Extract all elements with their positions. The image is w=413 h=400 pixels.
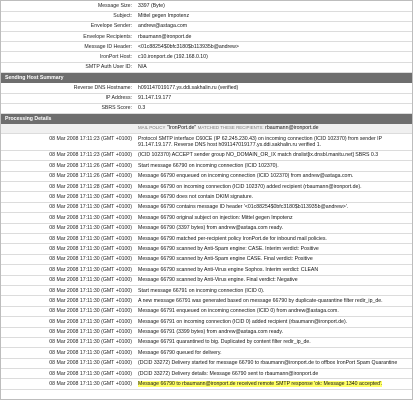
summary-row bbox=[1, 32, 412, 42]
event-message-text: Protocol SMTP interface C60CE (IP 62.245.230.43) on incoming connection (ICID 102370) from sender IP 91.147.19.177. Reverse DNS host h091147019177.ys.ddi.sakhalin.ru verified 1. bbox=[138, 135, 382, 149]
field-label: Reverse DNS Hostname: bbox=[1, 83, 135, 93]
event-timestamp: 08 Mar 2008 17:11:30 (GMT +0100) bbox=[1, 192, 135, 202]
processing-row bbox=[1, 317, 412, 327]
processing-row bbox=[1, 223, 412, 233]
event-timestamp: 08 Mar 2008 17:11:30 (GMT +0100) bbox=[1, 358, 135, 368]
summary-row bbox=[1, 52, 412, 62]
field-value: <01c88254$0bfc3180$b113935b@andrew> bbox=[135, 42, 412, 52]
policy-cell bbox=[135, 124, 412, 134]
event-message-text: Message 66790 original subject on injection: Mittel gegen Impotenz bbox=[138, 214, 293, 221]
event-message bbox=[135, 182, 412, 192]
event-timestamp: 08 Mar 2008 17:11:30 (GMT +0100) bbox=[1, 306, 135, 316]
event-message bbox=[135, 244, 412, 254]
event-timestamp: 08 Mar 2008 17:11:30 (GMT +0100) bbox=[1, 213, 135, 223]
summary-row bbox=[1, 11, 412, 21]
summary-row bbox=[1, 21, 412, 31]
event-timestamp: 08 Mar 2008 17:11:23 (GMT +0100) bbox=[1, 134, 135, 151]
event-timestamp: 08 Mar 2008 17:11:30 (GMT +0100) bbox=[1, 223, 135, 233]
processing-row bbox=[1, 244, 412, 254]
matched-recipients-tag: MATCHED THESE RECIPIENTS: bbox=[197, 125, 264, 131]
processing-row bbox=[1, 358, 412, 368]
event-timestamp: 08 Mar 2008 17:11:30 (GMT +0100) bbox=[1, 233, 135, 243]
event-message bbox=[135, 348, 412, 358]
event-message-text: Message 66790 scanned by Anti-Spam engine CASE. Final verdict: Positive bbox=[138, 256, 313, 263]
event-message bbox=[135, 202, 412, 212]
processing-row bbox=[1, 265, 412, 275]
event-timestamp: 08 Mar 2008 17:11:30 (GMT +0100) bbox=[1, 337, 135, 347]
event-message bbox=[135, 275, 412, 285]
event-message bbox=[135, 265, 412, 275]
event-message-text: A new message 66791 was generated based on message 66790 by duplicate-quarantine filter redir_ip_de. bbox=[138, 297, 383, 304]
field-label: Message Size: bbox=[1, 1, 135, 11]
field-value: rbaumann@ironport.de bbox=[135, 32, 412, 42]
processing-details-header: Processing Details bbox=[1, 114, 412, 124]
processing-row bbox=[1, 202, 412, 212]
mail-policy-tag: MAIL POLICY bbox=[138, 125, 166, 131]
policy-time-cell bbox=[1, 124, 135, 134]
event-timestamp: 08 Mar 2008 17:11:30 (GMT +0100) bbox=[1, 265, 135, 275]
event-timestamp: 08 Mar 2008 17:11:30 (GMT +0100) bbox=[1, 317, 135, 327]
field-label: Subject: bbox=[1, 11, 135, 21]
processing-row bbox=[1, 379, 412, 389]
event-message bbox=[135, 134, 412, 151]
processing-row bbox=[1, 306, 412, 316]
event-timestamp: 08 Mar 2008 17:11:30 (GMT +0100) bbox=[1, 285, 135, 295]
event-message bbox=[135, 161, 412, 171]
field-value: 0.3 bbox=[135, 103, 412, 113]
event-message-text: Message 66790 queued for delivery. bbox=[138, 349, 222, 356]
event-message-text: (DCID 33272) Delivery details: Message 66790 sent to rbaumann@ironport.de bbox=[138, 370, 319, 377]
event-message-text: Message 66790 enqueued on incoming connection (ICID 102370) from andrew@astaga.com. bbox=[138, 173, 354, 180]
processing-row bbox=[1, 182, 412, 192]
sending-host-row bbox=[1, 83, 412, 93]
event-message bbox=[135, 369, 412, 379]
processing-row bbox=[1, 213, 412, 223]
field-label: Message ID Header: bbox=[1, 42, 135, 52]
event-message-text: Message 66790 contains message ID header '<01c88254$0bfc3180$b113935b@andrew>'. bbox=[138, 204, 349, 211]
field-label: Envelope Recipients: bbox=[1, 32, 135, 42]
event-message bbox=[135, 254, 412, 264]
event-message-text: Message 66790 to rbaumann@ironport.de received remote SMTP response 'ok: Message 1340 accepted'. bbox=[138, 381, 383, 388]
event-message-text: Message 66790 (3397 bytes) from andrew@astaga.com ready. bbox=[138, 225, 284, 232]
event-message-text: Message 66790 scanned by Anti-Virus engine Sophos. Interim verdict: CLEAN bbox=[138, 266, 319, 273]
field-value: N/A bbox=[135, 62, 412, 72]
event-message bbox=[135, 296, 412, 306]
event-message-text: Message 66791 (3399 bytes) from andrew@astaga.com ready. bbox=[138, 329, 284, 336]
event-message bbox=[135, 171, 412, 181]
processing-row bbox=[1, 134, 412, 151]
event-timestamp: 08 Mar 2008 17:11:30 (GMT +0100) bbox=[1, 254, 135, 264]
processing-row bbox=[1, 285, 412, 295]
mail-policy-name: "IronPort.de" bbox=[166, 125, 197, 132]
event-timestamp: 08 Mar 2008 17:11:26 (GMT +0100) bbox=[1, 161, 135, 171]
field-label: Envelope Sender: bbox=[1, 21, 135, 31]
field-label: IronPort Host: bbox=[1, 52, 135, 62]
processing-row bbox=[1, 369, 412, 379]
event-message bbox=[135, 306, 412, 316]
sending-host-table bbox=[1, 83, 412, 114]
event-message bbox=[135, 150, 412, 160]
processing-row bbox=[1, 296, 412, 306]
event-message-text: Message 66790 scanned by Anti-Spam engine: CASE. Interim verdict: Positive bbox=[138, 245, 319, 252]
processing-row bbox=[1, 254, 412, 264]
event-message bbox=[135, 358, 412, 368]
processing-row bbox=[1, 150, 412, 160]
field-value: Mittel gegen Impotenz bbox=[135, 11, 412, 21]
event-timestamp: 08 Mar 2008 17:11:30 (GMT +0100) bbox=[1, 202, 135, 212]
event-message bbox=[135, 192, 412, 202]
mail-policy-row bbox=[1, 124, 412, 134]
sending-host-row bbox=[1, 103, 412, 113]
event-timestamp: 08 Mar 2008 17:11:30 (GMT +0100) bbox=[1, 296, 135, 306]
field-value: 3397 (Byte) bbox=[135, 1, 412, 11]
field-label: SBRS Score: bbox=[1, 103, 135, 113]
event-message-text: Message 66791 quarantined to big. Duplicated by content filter redir_ip_de. bbox=[138, 339, 311, 346]
event-message-text: Message 66790 on incoming connection (ICID 102370) added recipient (rbaumann@ironport.de). bbox=[138, 183, 362, 190]
event-message bbox=[135, 285, 412, 295]
summary-row bbox=[1, 42, 412, 52]
event-timestamp: 08 Mar 2008 17:11:26 (GMT +0100) bbox=[1, 171, 135, 181]
event-message bbox=[135, 317, 412, 327]
event-message-text: (ICID 102370) ACCEPT sender group NO_DOMAIN_OR_IX match dnslist[ix.dnsbl.manitu.net] SBRS 0.3 bbox=[138, 152, 379, 159]
event-message bbox=[135, 233, 412, 243]
event-message-text: Message 66790 does not contain DKIM signature. bbox=[138, 194, 254, 201]
sending-host-summary-header: Sending Host Summary bbox=[1, 73, 412, 83]
event-timestamp: 08 Mar 2008 17:11:28 (GMT +0100) bbox=[1, 182, 135, 192]
processing-row bbox=[1, 327, 412, 337]
processing-row bbox=[1, 348, 412, 358]
summary-row bbox=[1, 1, 412, 11]
event-message-text: Message 66790 scanned by Anti-Virus engine. Final verdict: Negative bbox=[138, 277, 298, 284]
event-timestamp: 08 Mar 2008 17:11:23 (GMT +0100) bbox=[1, 150, 135, 160]
event-message bbox=[135, 223, 412, 233]
processing-details-table bbox=[1, 124, 412, 390]
event-timestamp: 08 Mar 2008 17:11:30 (GMT +0100) bbox=[1, 244, 135, 254]
field-label: IP Address: bbox=[1, 93, 135, 103]
event-message bbox=[135, 337, 412, 347]
event-message-text: Message 66790 matched per-recipient policy IronPort.de for inbound mail policies. bbox=[138, 235, 327, 242]
event-message-text: Message 66791 enqueued on incoming connection (ICID 0) from andrew@astaga.com. bbox=[138, 308, 339, 315]
processing-row bbox=[1, 233, 412, 243]
event-message-text: Start message 66791 on incoming connection (ICID 0). bbox=[138, 287, 265, 294]
field-value: 91.147.19.177 bbox=[135, 93, 412, 103]
event-message-text: Start message 66790 on incoming connection (ICID 102370). bbox=[138, 162, 279, 169]
field-value: andrew@astaga.com bbox=[135, 21, 412, 31]
event-timestamp: 08 Mar 2008 17:11:30 (GMT +0100) bbox=[1, 327, 135, 337]
processing-row bbox=[1, 161, 412, 171]
event-message-text: Message 66791 on incoming connection (ICID 0) added recipient (rbaumann@ironport.de). bbox=[138, 318, 348, 325]
processing-row bbox=[1, 171, 412, 181]
event-timestamp: 08 Mar 2008 17:11:30 (GMT +0100) bbox=[1, 348, 135, 358]
processing-row bbox=[1, 337, 412, 347]
event-message bbox=[135, 379, 412, 389]
summary-row bbox=[1, 62, 412, 72]
event-message bbox=[135, 327, 412, 337]
field-value: h091147019177.ys.ddi.sakhalin.ru (verified) bbox=[135, 83, 412, 93]
field-label: SMTP Auth User ID: bbox=[1, 62, 135, 72]
processing-row bbox=[1, 275, 412, 285]
event-message bbox=[135, 213, 412, 223]
event-timestamp: 08 Mar 2008 17:11:30 (GMT +0100) bbox=[1, 275, 135, 285]
event-message-text: (DCID 33272) Delivery started for message 66790 to rbaumann@ironport.de to offbox IronPort Spam Quarantine bbox=[138, 360, 398, 367]
event-timestamp: 08 Mar 2008 17:11:30 (GMT +0100) bbox=[1, 379, 135, 389]
event-timestamp: 08 Mar 2008 17:11:30 (GMT +0100) bbox=[1, 369, 135, 379]
sending-host-row bbox=[1, 93, 412, 103]
message-summary-table bbox=[1, 1, 412, 73]
processing-row bbox=[1, 192, 412, 202]
matched-recipients: rbaumann@ironport.de bbox=[265, 125, 319, 132]
field-value: c10.ironport.de (192.168.0.10) bbox=[135, 52, 412, 62]
